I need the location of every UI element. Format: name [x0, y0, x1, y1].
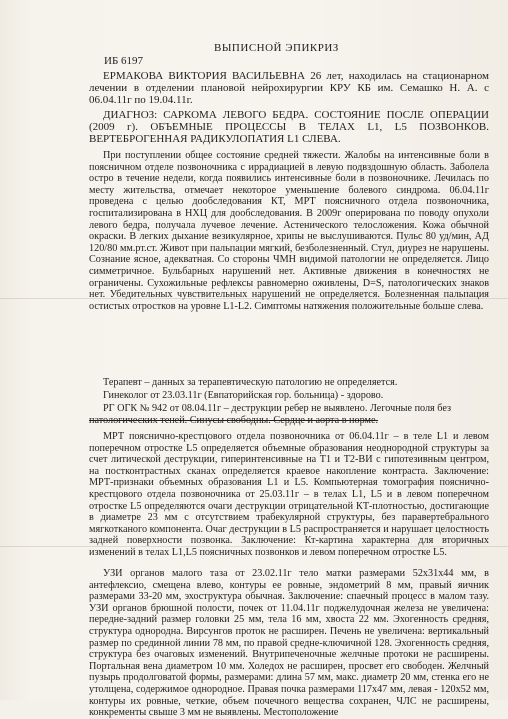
struck-line: патологических теней. Синусы свободны. Сердце и аорта в норме.: [89, 414, 379, 426]
admission-status: При поступлении общее состояние средней тяжести. Жалобы на интенсивные боли в поясничном отделе позвоночника с иррадиацией в левую подвздошную область. Заболела остро в течение недели, когда появились интенсивные боли в позвоночнике. Лечилась по месту жительства, отмечает некоторое уменьшение болевого синдрома. 06.04.11г проведена с целью дообследования КТ, МРТ поясничного отдела позвоночника, госпитализирована в НХЦ для дообследования. В 2009г оперирована по поводу опухоли левого бедра, получала лучевое лечение. Астенического телосложения. Кожа обычной окраски. В легких дыхание везикулярное, хрипы не выслушиваются. Пульс 80 уд/мин, АД 120/80 мм.рт.ст. Живот при пальпации мягкий, безболезненный. Стул, диурез не нарушены. Сознание ясное, адекватная. Со стороны ЧМН видимой патологии не определяется. Лицо симметричное. Бульбарных нарушений нет. Активные движения в конечностях не ограничены. Сухожильные рефлексы равномерно оживлены, D=S, патологических знаков нет. Убедительных чувствительных нарушений не определяется. Болезненная пальпация остистых отростков на уровне L1-L2. Симптомы натяжения положительные больше слева.: [89, 150, 489, 312]
ultrasound-findings: УЗИ органов малого таза от 23.02.11г тело матки размерами 52x31x44 мм, в антефлексио, смещена влево, контуры ее ровные, эндометрий 8 мм, правый яичник размерами 33-20 мм, эхоструктура обычная. Заключение: спаечный процесс в малом тазу. УЗИ органов брюшной полости, почек от 11.04.11г поджелудочная железа не увеличена: передне-задний размер головки 25 мм, тела 16 мм, хвоста 22 мм. Эхогенность средняя, структура однородна. Вирсунгов проток не расширен. Печень не увеличена: вертикальный размер по срединной линии 78 мм, по правой средне-ключичной 128. Эхогенность средняя, структура без очаговых изменений. Внутрипеченочные желчные протоки не расширены. Портальная вена диаметром 10 мм. Холедох не расширен, просвет его свободен. Желчный пузырь продолговатой формы, размерами: длина 57 мм, макс. диаметр 20 мм, стенка его не утолщена, содержимое однородное. Правая почка размерами 117x47 мм, левая - 120x52 мм, контуры их ровные, четкие, объем почечного вещества сохранен, ЧЛС не расширены, конкременты свыше 3 мм не выявлены. Местоположение: [89, 568, 489, 719]
diagnosis: ДИАГНОЗ: САРКОМА ЛЕВОГО БЕДРА. СОСТОЯНИЕ ПОСЛЕ ОПЕРАЦИИ (2009 г). ОБЪЕМНЫЕ ПРОЦЕССЫ В ТЕЛАХ L1, L5 ПОЗВОНКОВ. ВЕРТЕБРОГЕННАЯ РАДИКУЛОПАТИЯ L1 СЛЕВА.: [89, 109, 489, 145]
document-title: ВЫПИСНОЙ ЭПИКРИЗ: [214, 42, 339, 54]
gynecologist-note: Гинеколог от 23.03.11г (Евпаторийская гор. больница) - здорово.: [103, 390, 384, 401]
record-number: ИБ 6197: [104, 55, 144, 67]
therapist-note: Терапевт – данных за терапевтическую патологию не определяется.: [103, 377, 398, 388]
xray-note: РГ ОГК № 942 от 08.04.11г – деструкции ребер не выявлено. Легочные поля без патологических теней. Синусы свободны. Сердце и аорта в норме.: [89, 403, 489, 426]
patient-info: ЕРМАКОВА ВИКТОРИЯ ВАСИЛЬЕВНА 26 лет, находилась на стационарном лечении в отделении плановой нейрохирургии КРУ КБ им. Семашко Н. А. с 06.04.11г по 19.04.11г.: [89, 70, 489, 106]
mri-ct-findings: МРТ пояснично-крестцового отдела позвоночника от 06.04.11г – в теле L1 и левом поперечном отростке L5 определяется объемные образования неоднородной структуры за счет литической деструкции, гиперинтенсивные на Т1 и Т2-ВИ с гипотезивным центром, на постконтрастных сканах определяется краевое накопление контраста. Заключение: МРТ-признаки объемных образования L1 и L5. Компьютерная томография пояснично-крестцового отдела позвоночника от 25.03.11г – в телах L1, L5 и в левом поперечном отростке L5 определяются очаги деструкции отрицательной КТ-плотностью, достигающие в диаметре 23 мм с отсутствием трабекулярной структуры, без паравертебрального мягкотканого компонента. Очаг деструкции в L5 распространяется и нарушает целостность задней поверхности позвонка. Заключение: Кт-картина характерна для вторичных изменений в телах L1,L5 поясничных позвонков и левом поперечном отростке L5.: [89, 431, 489, 558]
